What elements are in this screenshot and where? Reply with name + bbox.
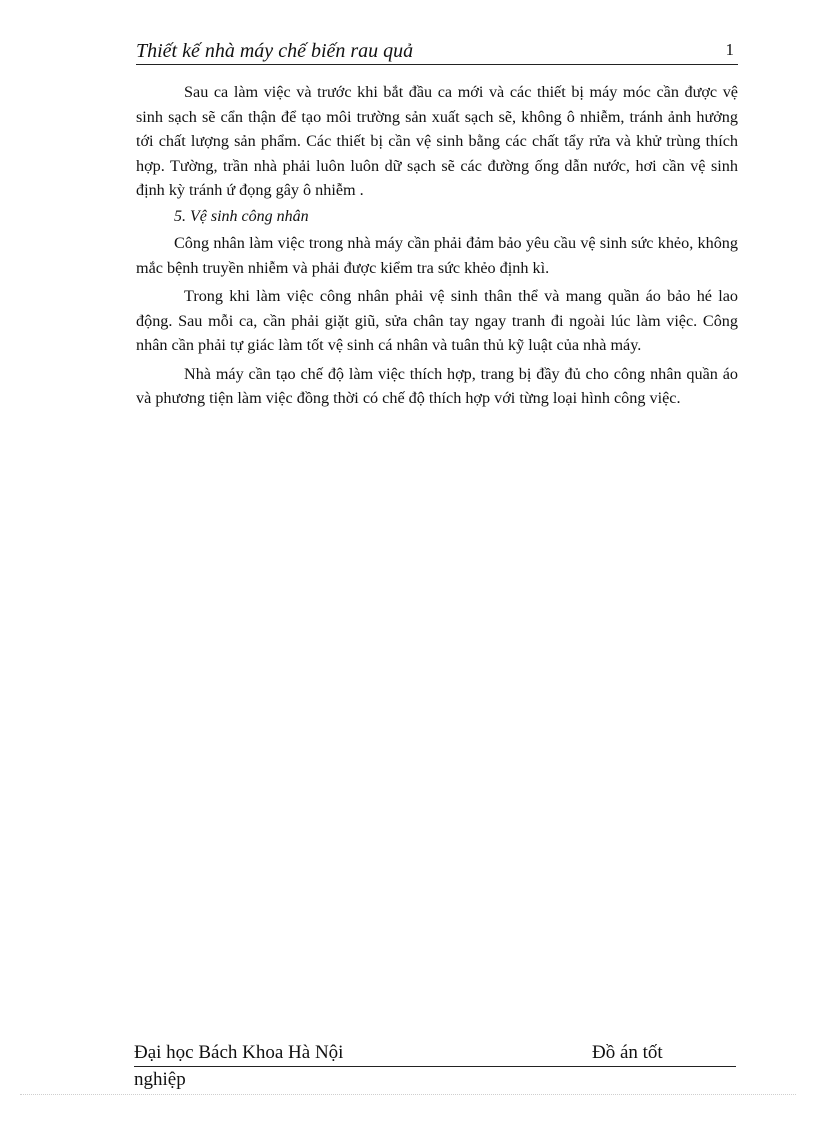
header-title: Thiết kế nhà máy chế biến rau quả — [136, 40, 414, 62]
document-body — [136, 80, 738, 411]
section-heading: 5. Vệ sinh công nhân — [174, 207, 309, 225]
footer-continuation: nghiệp — [134, 1069, 186, 1090]
page-footer — [134, 1042, 738, 1091]
page-number: 1 — [725, 40, 734, 59]
page-bottom-edge — [20, 1094, 796, 1095]
paragraph-working-conditions: Nhà máy cần tạo chế độ làm việc thích hợp, trang bị đầy đủ cho công nhân quần áo và phương tiện làm việc đồng thời có chế độ thích hợp với từng loại hình công việc. — [136, 364, 738, 407]
page-header — [136, 38, 738, 65]
paragraph-sanitation-equipment: Sau ca làm việc và trước khi bắt đầu ca mới và các thiết bị máy móc cần được vệ sinh sạch sẽ cẩn thận để tạo môi trường sản xuất sạch sẽ, không ô nhiễm, tránh ảnh hưởng tới chất lượng sản phẩm. Các thiết bị cần vệ sinh bằng các chất tẩy rửa và khử trùng thích hợp. Tường, trần nhà phải luôn luôn dữ sạch sẽ các đường ống dẫn nước, hơi cần vệ sinh định kỳ tránh ứ đọng gây ô nhiễm . — [136, 83, 738, 199]
footer-line — [134, 1042, 736, 1067]
footer-university: Đại học Bách Khoa Hà Nội — [134, 1042, 344, 1063]
paragraph-worker-hygiene: Trong khi làm việc công nhân phải vệ sinh thân thể và mang quần áo bảo hé lao động. Sau mỗi ca, cần phải giặt giũ, sửa chân tay ngay tranh đi ngoài lúc làm việc. Công nhân cần phải tự giác làm tốt vệ sinh cá nhân và tuân thủ kỹ luật của nhà máy. — [136, 287, 738, 354]
paragraph-worker-health: Công nhân làm việc trong nhà máy cần phải đảm bảo yêu cầu vệ sinh sức khẻo, không mắc bệnh truyền nhiễm và phải được kiểm tra sức khẻo định kì. — [136, 234, 738, 277]
footer-project-type: Đồ án tốt — [592, 1042, 663, 1063]
